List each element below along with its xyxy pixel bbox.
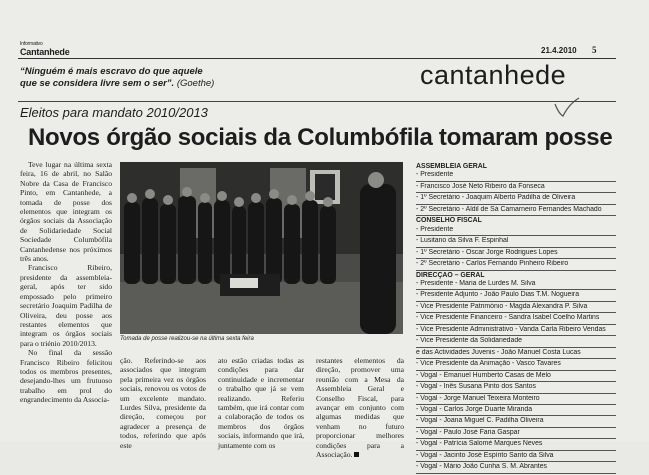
- paragraph: Francisco Ribeiro, presidente da assembleia-geral, após ter sido empossado pelo primeiro secretário Joaquim Padilha de Oliveira, deu posse aos restantes elementos que integram os órgãos sociais para o triénio 2010/2013.: [20, 263, 112, 348]
- board-member-line: - Vogal - Carlos Jorge Duarte Miranda: [416, 405, 533, 413]
- divider: [416, 393, 616, 394]
- divider: [416, 289, 616, 290]
- divider: [416, 347, 616, 348]
- board-member-line: - 2º Secretário - Aldil de Sá Camarneiro Fernandes Machado: [416, 205, 602, 213]
- board-member-line: - Vogal - Emanuel Humberto Casas de Melo: [416, 371, 551, 379]
- divider: [416, 270, 616, 271]
- board-member-line: - Presidente: [416, 225, 454, 233]
- board-member-line: - Vice Presidente Património - Magda Alexandra P. Silva: [416, 302, 588, 310]
- divider: [416, 404, 616, 405]
- masthead-name: Cantanhede: [20, 47, 70, 57]
- headline: Novos órgão sociais da Columbófila tomaram posse: [28, 124, 613, 151]
- divider: [416, 324, 616, 325]
- board-section-heading: ASSEMBLEIA GERAL: [416, 163, 487, 170]
- quote-line-1: “Ninguém é mais escravo do que aquele: [20, 66, 203, 77]
- divider: [416, 415, 616, 416]
- divider: [416, 450, 616, 451]
- board-member-line: - Presidente - Maria de Lurdes M. Silva: [416, 279, 536, 287]
- board-member-line: e das Actividades Juvenis - João Manuel Costa Lucas: [416, 348, 581, 356]
- board-member-line: - Vogal - Mário João Cunha S. M. Abrantes: [416, 463, 547, 471]
- divider: [416, 473, 616, 474]
- board-member-line: - Vice Presidente da Solidariedade: [416, 337, 522, 345]
- article-column-3: ato estão criadas todas as condições para dar continuidade e incrementar o trabalho que já se vem realizando. Referiu também, que irá contar com a colaboração de todos os membros dos órgãos sociais, informando que irá, juntamente com os: [218, 356, 304, 450]
- divider: [416, 301, 616, 302]
- divider: [416, 461, 616, 462]
- board-section-heading: CONSELHO FISCAL: [416, 217, 482, 225]
- divider: [416, 370, 616, 371]
- divider: [416, 427, 616, 428]
- divider: [416, 192, 616, 193]
- divider: [416, 258, 616, 259]
- kicker: Eleitos para mandato 2010/2013: [20, 105, 208, 120]
- quote: [20, 66, 320, 90]
- board-member-line: - Lusitano da Silva F. Espinhal: [416, 237, 509, 245]
- divider: [416, 204, 616, 205]
- paragraph: restantes elementos da direção, promover uma reunião com a Mesa da Assembleia Geral e Conselho Fiscal, para avançar em conjunto com algumas medidas que venham no futuro proporcionar melhores condições para a Associação.: [316, 356, 404, 460]
- paragraph: No final da sessão Francisco Ribeiro felicitou todos os membros presentes, desejando-lhes um frutuoso trabalho em prol do engrandecimento da Associa-: [20, 348, 112, 405]
- end-mark: [354, 452, 359, 457]
- divider: [416, 312, 616, 313]
- section-title: cantanhede: [420, 60, 567, 90]
- section-rule: [18, 101, 616, 102]
- board-member-line: - 2º Secretário - Carlos Fernando Pinheiro Ribeiro: [416, 260, 569, 268]
- board-member-line: - Vogal - Paulo José Faria Gaspar: [416, 428, 520, 436]
- event-photo: [120, 162, 403, 334]
- board-member-line: - Vice Presidente da Animação - Vasco Tavares: [416, 360, 561, 368]
- divider: [416, 438, 616, 439]
- divider: [416, 381, 616, 382]
- board-member-line: - 1º Secretário - Óscar Jorge Rodrigues Lopes: [416, 248, 558, 256]
- header-rule: [18, 58, 616, 59]
- divider: [416, 247, 616, 248]
- article-column-2: ção. Referindo-se aos associados que integram pela primeira vez os órgãos sociais, renovou os votos de um excelente mandato. Lurdes Silva, presidente da direção, começou por agradecer a presença de todos, referindo que após este: [120, 356, 206, 450]
- board-member-line: - Vogal - Jorge Manuel Teixeira Monteiro: [416, 394, 540, 402]
- issue-date: 21.4.2010: [541, 46, 577, 55]
- masthead-logo: [20, 42, 70, 57]
- quote-line-2: que se considera livre sem o ser”.: [20, 78, 175, 89]
- divider: [416, 335, 616, 336]
- divider: [416, 181, 616, 182]
- divider: [416, 215, 616, 216]
- board-member-line: - Vogal - Jacinto José Espírito Santo da Silva: [416, 451, 554, 459]
- board-member-line: - Presidente Adjunto - João Paulo Dias T.M. Nogueira: [416, 291, 580, 299]
- board-members-list: [416, 163, 616, 475]
- paragraph: Teve lugar na última sexta feira, 16 de abril, no Salão Nobre da Casa de Francisco Pinto, em Cantanhede, a tomada de posse dos elementos que integram os órgãos sociais da Associação de Solidariedade Social Sociedade Columbófila Cantanhedense nos próximos três anos.: [20, 160, 112, 264]
- board-member-line: - Vice Presidente Financeiro - Sandra Isabel Coelho Martins: [416, 314, 600, 322]
- board-member-line: - Vogal - Patrícia Salomé Marques Neves: [416, 440, 543, 448]
- handwritten-check-mark: [553, 96, 581, 118]
- board-section-heading: DIRECÇÃO – GERAL: [416, 271, 485, 279]
- board-member-line: - Vogal - Inês Susana Pinto dos Santos: [416, 383, 536, 391]
- page-number: 5: [592, 45, 597, 55]
- board-member-line: - Francisco José Neto Ribeiro da Fonseca: [416, 182, 545, 190]
- board-member-line: - Vogal - Joana Miguel C. Padilha Oliveira: [416, 417, 544, 425]
- article-column-4: [316, 356, 404, 459]
- board-member-line: - Presidente: [416, 171, 454, 179]
- masthead-small: Informativo: [20, 41, 43, 47]
- board-member-line: - 1º Secretário - Joaquim Alberto Padilha de Oliveira: [416, 194, 576, 202]
- photo-caption: Tomada de posse realizou-se na última sexta feira: [120, 336, 254, 342]
- divider: [416, 235, 616, 236]
- board-member-line: - Vice Presidente Administrativo - Vanda Carla Ribeiro Vendas: [416, 325, 606, 333]
- quote-author: (Goethe): [176, 78, 215, 89]
- divider: [416, 358, 616, 359]
- article-column-1: [20, 160, 112, 405]
